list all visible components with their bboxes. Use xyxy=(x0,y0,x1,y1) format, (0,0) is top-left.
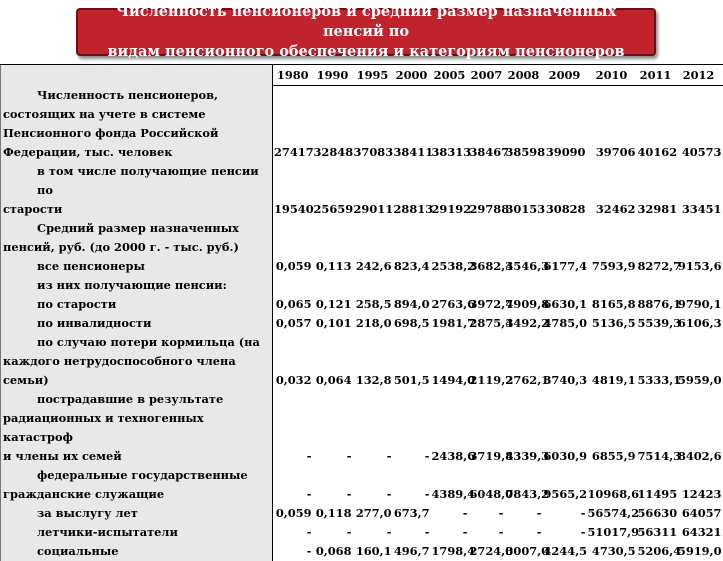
value-cell: - xyxy=(306,543,312,558)
value-cell: 29192 xyxy=(431,201,472,216)
value-cell: - xyxy=(536,505,542,520)
table-row xyxy=(1,390,723,466)
value-cell xyxy=(313,276,353,295)
value-cell: 132,8 xyxy=(355,372,392,387)
year-header-2000: 2000 xyxy=(393,65,431,86)
value-cell: - xyxy=(498,505,504,520)
value-cell: 10968,6 xyxy=(587,486,640,501)
value-cell xyxy=(637,219,675,257)
value-cell: 0,064 xyxy=(315,372,352,387)
value-cell xyxy=(393,276,431,295)
value-cell xyxy=(469,219,505,257)
year-header-2011: 2011 xyxy=(637,65,675,86)
value-cell: 4244,5 xyxy=(543,543,588,558)
value-cell: 4339,3 xyxy=(505,448,550,463)
table-row xyxy=(1,219,723,257)
value-cell xyxy=(273,276,313,295)
year-header-1980: 1980 xyxy=(273,65,313,86)
value-cell: 673,7 xyxy=(393,505,430,520)
year-header-2008: 2008 xyxy=(505,65,543,86)
value-cell: 38467 xyxy=(469,144,510,159)
value-cell: 3740,3 xyxy=(543,372,588,387)
value-cell: 28813 xyxy=(393,201,434,216)
value-cell: 19540 xyxy=(274,201,314,216)
row-label xyxy=(1,162,273,219)
row-label-line: в том числе получающие пенсии по xyxy=(37,163,259,197)
value-cell: 4389,4 xyxy=(431,486,476,501)
value-cell: 0,068 xyxy=(315,543,352,558)
value-cell: 27417 xyxy=(274,144,314,159)
value-cell: - xyxy=(424,524,430,539)
row-label xyxy=(1,276,273,295)
row-label xyxy=(1,295,273,314)
row-label-line: состоящих на учете в системе xyxy=(3,106,206,121)
row-label-line: и члены их семей xyxy=(3,448,122,463)
value-cell xyxy=(273,219,313,257)
value-cell: 3007,0 xyxy=(505,543,550,558)
value-cell: 0,113 xyxy=(315,258,352,273)
value-cell xyxy=(675,276,723,295)
value-cell: 0,118 xyxy=(315,505,352,520)
value-cell: 2119,2 xyxy=(469,372,514,387)
value-cell: 242,6 xyxy=(355,258,392,273)
row-label-line: старости xyxy=(3,201,63,216)
value-cell: 7514,3 xyxy=(637,448,682,463)
value-cell: 0,101 xyxy=(315,315,352,330)
table-row xyxy=(1,162,723,219)
value-cell: 38411 xyxy=(393,144,434,159)
value-cell: 9153,6 xyxy=(677,258,722,273)
value-cell: 51017,9 xyxy=(587,524,640,539)
pension-table-container xyxy=(0,64,722,558)
value-cell: 160,1 xyxy=(355,543,392,558)
value-cell: 698,5 xyxy=(393,315,430,330)
table-row xyxy=(1,86,723,162)
row-label-line: федеральные государственные xyxy=(37,467,248,482)
value-cell xyxy=(587,219,637,257)
value-cell: 9565,2 xyxy=(543,486,588,501)
value-cell: 25659 xyxy=(313,201,354,216)
row-label xyxy=(1,390,273,466)
table-row xyxy=(1,295,723,314)
table-row xyxy=(1,542,723,561)
value-cell: 5959,0 xyxy=(677,372,722,387)
value-cell: 9790,1 xyxy=(677,296,722,311)
table-row xyxy=(1,504,723,523)
row-label-line: за выслугу лет xyxy=(37,505,138,520)
value-cell: 33451 xyxy=(681,201,722,216)
value-cell: 5539,3 xyxy=(637,315,682,330)
value-cell: 1798,4 xyxy=(431,543,476,558)
row-label xyxy=(1,523,273,542)
value-cell: 8165,8 xyxy=(591,296,636,311)
row-label-line: каждого нетрудоспособного члена семьи) xyxy=(3,353,236,387)
value-cell: 894,0 xyxy=(393,296,430,311)
value-cell: 56574,2 xyxy=(587,505,640,520)
value-cell: 64321 xyxy=(681,524,722,539)
row-label-line: пострадавшие в результате xyxy=(37,391,224,406)
value-cell: 218,0 xyxy=(355,315,392,330)
row-label xyxy=(1,504,273,523)
value-cell xyxy=(543,219,587,257)
value-cell: 1494,0 xyxy=(431,372,476,387)
row-label-line: гражданские служащие xyxy=(3,486,165,501)
table-row xyxy=(1,466,723,504)
value-cell: 5206,4 xyxy=(637,543,682,558)
value-cell xyxy=(637,276,675,295)
value-cell: 0,121 xyxy=(315,296,352,311)
value-cell: - xyxy=(386,486,392,501)
value-cell: 8272,7 xyxy=(637,258,682,273)
value-cell: 11495 xyxy=(637,486,678,501)
row-label xyxy=(1,333,273,390)
value-cell: - xyxy=(306,524,312,539)
value-cell: 7593,9 xyxy=(591,258,636,273)
year-header-2009: 2009 xyxy=(543,65,587,86)
row-label xyxy=(1,314,273,333)
year-header-1995: 1995 xyxy=(353,65,393,86)
row-label-line: Федерации, тыс. человек xyxy=(3,144,173,159)
value-cell: 4730,5 xyxy=(591,543,636,558)
value-cell: 5136,5 xyxy=(591,315,636,330)
value-cell: 4785,0 xyxy=(543,315,588,330)
value-cell: 30153 xyxy=(505,201,546,216)
row-label xyxy=(1,219,273,257)
value-cell: - xyxy=(462,524,468,539)
row-label-line: по инвалидности xyxy=(37,315,152,330)
row-label xyxy=(1,86,273,162)
value-cell: 40573 xyxy=(681,144,722,159)
value-cell: 12423 xyxy=(681,486,722,501)
value-cell: 6048,0 xyxy=(469,486,514,501)
value-cell: 3972,7 xyxy=(469,296,514,311)
value-cell xyxy=(587,276,637,295)
value-cell: 64057 xyxy=(681,505,722,520)
year-header-row xyxy=(1,65,723,86)
value-cell xyxy=(675,219,723,257)
value-cell: - xyxy=(386,524,392,539)
slide-title xyxy=(76,3,656,60)
value-cell: 5333,1 xyxy=(637,372,682,387)
value-cell: 38313 xyxy=(431,144,472,159)
row-label xyxy=(1,257,273,276)
value-cell: - xyxy=(424,486,430,501)
value-cell: 6630,1 xyxy=(543,296,588,311)
value-cell: - xyxy=(580,505,586,520)
value-cell: 32981 xyxy=(637,201,678,216)
table-row xyxy=(1,333,723,390)
row-label xyxy=(1,542,273,561)
value-cell xyxy=(505,219,543,257)
row-label xyxy=(1,466,273,504)
value-cell: 277,0 xyxy=(355,505,392,520)
value-cell: 501,5 xyxy=(393,372,430,387)
row-label-line: Численность пенсионеров, xyxy=(37,87,218,102)
row-label-line: все пенсионеры xyxy=(37,258,145,273)
row-label-line: по старости xyxy=(37,296,117,311)
value-cell: 8402,6 xyxy=(677,448,722,463)
value-cell: 37083 xyxy=(353,144,394,159)
value-cell: 40162 xyxy=(637,144,678,159)
value-cell: - xyxy=(386,448,392,463)
value-cell: 5919,0 xyxy=(677,543,722,558)
row-label-line: летчики-испытатели xyxy=(37,524,178,539)
title-line-1: Численность пенсионеров и средний размер назначенных пенсий по xyxy=(115,3,617,40)
value-cell: - xyxy=(346,486,352,501)
value-cell: 6106,3 xyxy=(677,315,722,330)
row-label-line: по случаю потери кормильца (на xyxy=(37,334,260,349)
year-header-2010: 2010 xyxy=(587,65,637,86)
value-cell: - xyxy=(306,486,312,501)
value-cell: 39706 xyxy=(595,144,636,159)
value-cell xyxy=(505,276,543,295)
value-cell: 6030,9 xyxy=(543,448,588,463)
value-cell: 0,065 xyxy=(275,296,312,311)
table-row xyxy=(1,523,723,542)
value-cell xyxy=(431,276,469,295)
value-cell: 0,059 xyxy=(275,505,312,520)
value-cell: 258,5 xyxy=(355,296,392,311)
value-cell: 1981,7 xyxy=(431,315,476,330)
value-cell: 30828 xyxy=(545,201,586,216)
value-cell: - xyxy=(462,505,468,520)
value-cell: - xyxy=(536,524,542,539)
value-cell: 2538,2 xyxy=(431,258,476,273)
row-label-line: Средний размер назначенных xyxy=(37,220,239,235)
value-cell: 8876,1 xyxy=(637,296,682,311)
value-cell: 32462 xyxy=(595,201,636,216)
value-cell: 3682,3 xyxy=(469,258,514,273)
header-corner xyxy=(1,65,273,86)
value-cell xyxy=(353,219,393,257)
row-label-line: социальные xyxy=(37,543,119,558)
value-cell xyxy=(313,219,353,257)
table-row xyxy=(1,276,723,295)
year-header-2007: 2007 xyxy=(469,65,505,86)
value-cell: 2724,0 xyxy=(469,543,514,558)
value-cell: 6855,9 xyxy=(591,448,636,463)
year-header-1990: 1990 xyxy=(313,65,353,86)
value-cell: 6177,4 xyxy=(543,258,588,273)
value-cell: 39090 xyxy=(545,144,586,159)
row-label-line: пенсий, руб. (до 2000 г. - тыс. руб.) xyxy=(3,239,239,254)
value-cell: - xyxy=(306,448,312,463)
value-cell: 4546,3 xyxy=(505,258,550,273)
value-cell: 2762,1 xyxy=(505,372,550,387)
table-row xyxy=(1,257,723,276)
table-row xyxy=(1,314,723,333)
value-cell: 3492,2 xyxy=(505,315,550,330)
row-label-line: радиационных и техногенных катастроф xyxy=(3,410,204,444)
value-cell: 2875,4 xyxy=(469,315,514,330)
value-cell: - xyxy=(424,448,430,463)
value-cell: 2438,6 xyxy=(431,448,476,463)
value-cell: 38598 xyxy=(505,144,546,159)
value-cell xyxy=(543,276,587,295)
year-header-2012: 2012 xyxy=(675,65,723,86)
title-line-2: видам пенсионного обеспечения и категориям пенсионеров xyxy=(107,43,625,60)
value-cell: 56311 xyxy=(637,524,678,539)
value-cell: 3719,8 xyxy=(469,448,514,463)
value-cell: 7843,2 xyxy=(505,486,550,501)
value-cell: - xyxy=(346,448,352,463)
year-header-2005: 2005 xyxy=(431,65,469,86)
value-cell: 0,032 xyxy=(275,372,312,387)
pension-table xyxy=(0,64,723,561)
value-cell xyxy=(393,219,431,257)
value-cell xyxy=(353,276,393,295)
value-cell: 32848 xyxy=(313,144,354,159)
value-cell xyxy=(431,219,469,257)
value-cell: 29788 xyxy=(469,201,510,216)
value-cell: - xyxy=(580,524,586,539)
value-cell: - xyxy=(498,524,504,539)
value-cell: 823,4 xyxy=(393,258,430,273)
value-cell: 29011 xyxy=(353,201,394,216)
value-cell: 2763,6 xyxy=(431,296,476,311)
value-cell: 4909,8 xyxy=(505,296,550,311)
value-cell xyxy=(469,276,505,295)
value-cell: 56630 xyxy=(637,505,678,520)
value-cell: 0,057 xyxy=(275,315,312,330)
row-label-line: Пенсионного фонда Российской xyxy=(3,125,219,140)
row-label-line: из них получающие пенсии: xyxy=(37,277,227,292)
value-cell: 496,7 xyxy=(393,543,430,558)
value-cell: 4819,1 xyxy=(591,372,636,387)
value-cell: 0,059 xyxy=(275,258,312,273)
value-cell: - xyxy=(346,524,352,539)
